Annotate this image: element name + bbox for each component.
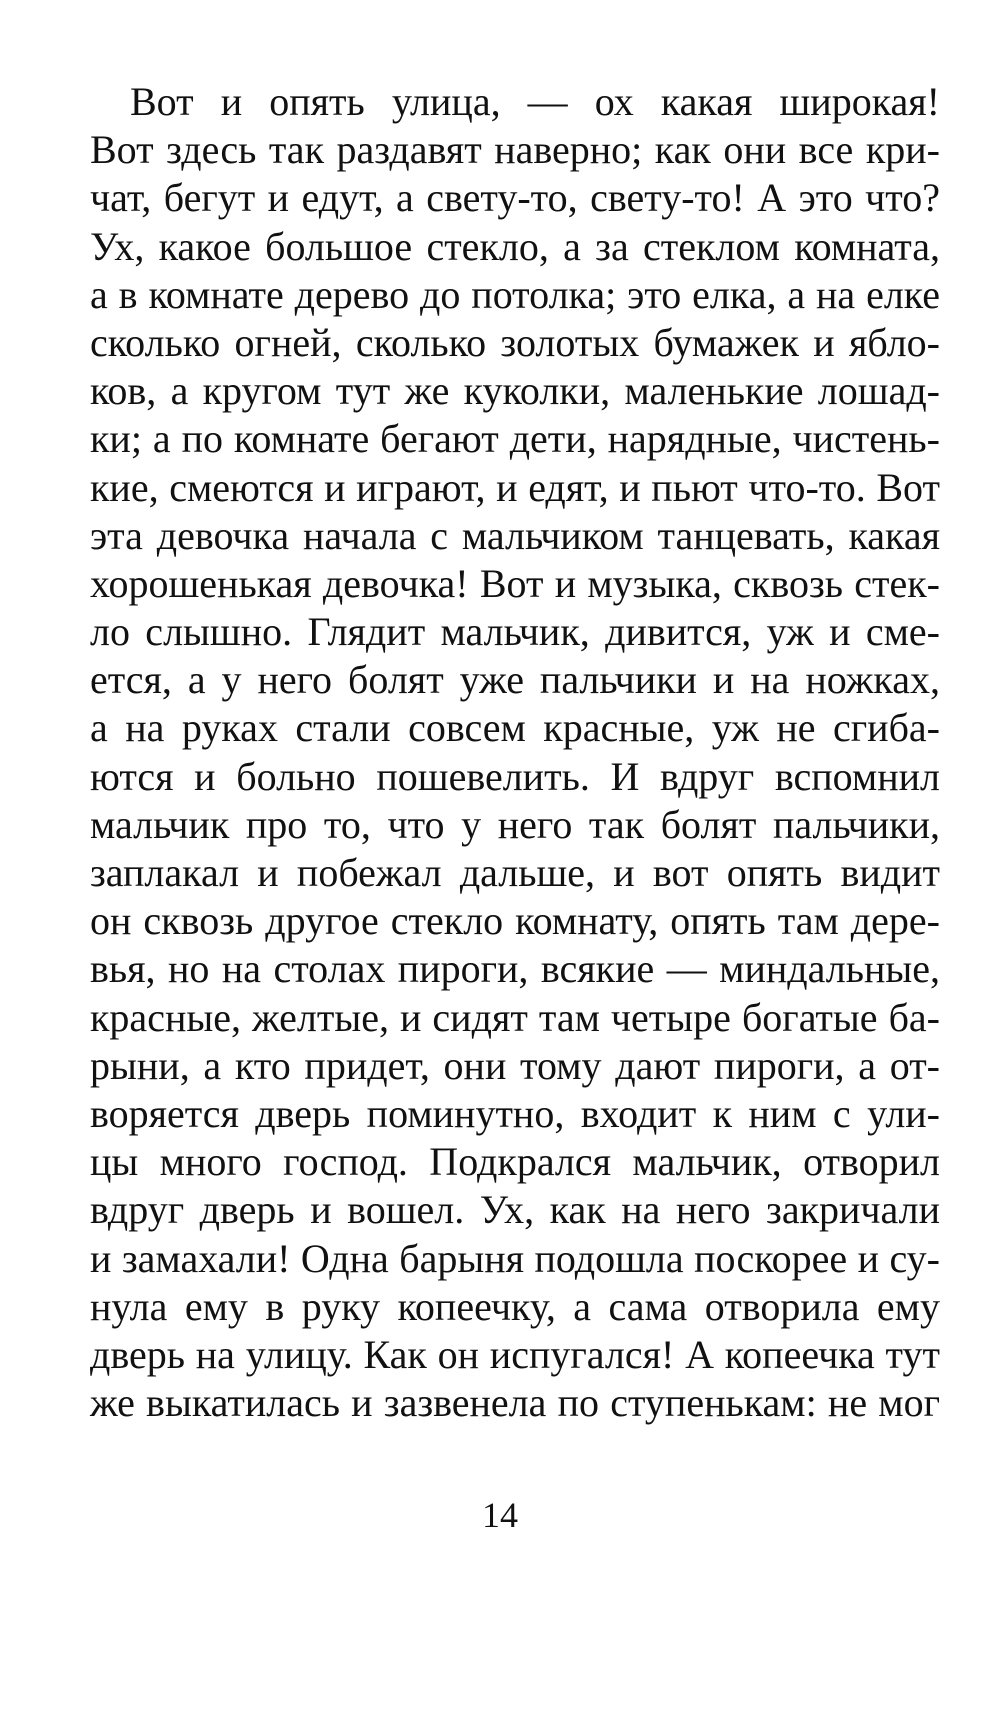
text-line: хорошенькая девочка! Вот и музыка, сквозь стек- <box>90 560 940 606</box>
text-line: а на руках стали совсем красные, уж не сгиба- <box>90 705 940 751</box>
text-line: же выкатилась и зазвенела по ступенькам: не мог <box>90 1380 940 1426</box>
text-line: эта девочка начала с мальчиком танцевать, какая <box>90 512 940 558</box>
text-line: вдруг дверь и вошел. Ух, как на него закричали <box>90 1187 940 1233</box>
text-line: нула ему в руку копеечку, а сама отворила ему <box>90 1283 940 1329</box>
text-line: заплакал и побежал дальше, и вот опять видит <box>90 850 940 895</box>
text-line: мальчик про то, что у него так болят пальчики, <box>90 801 940 847</box>
text-line: он сквозь другое стекло комнату, опять там дере- <box>90 898 940 944</box>
text-line: ются и больно пошевелить. И вдруг вспомнил <box>90 753 940 799</box>
text-line: цы много господ. Подкрался мальчик, отворил <box>90 1139 940 1185</box>
text-line: Ух, какое большое стекло, а за стеклом комната, <box>90 223 940 269</box>
text-line: Вот здесь так раздавят наверно; как они все кри- <box>90 127 940 173</box>
text-line: вья, но на столах пироги, всякие — миндальные, <box>90 946 940 992</box>
text-line: ло слышно. Глядит мальчик, дивится, уж и сме- <box>90 609 940 655</box>
text-line: ков, а кругом тут же куколки, маленькие лошад- <box>90 368 940 414</box>
text-line: Вот и опять улица, — ох какая широкая! <box>130 79 940 124</box>
text-line: и замахали! Одна барыня подошла поскорее и су- <box>90 1235 940 1281</box>
text-line: ется, а у него болят уже пальчики и на ножках, <box>90 657 940 703</box>
text-line: ки; а по комнате бегают дети, нарядные, чистень- <box>90 416 940 462</box>
text-line: рыни, а кто придет, они тому дают пироги, а от- <box>90 1042 940 1088</box>
text-line: красные, желтые, и сидят там четыре богатые ба- <box>90 994 940 1040</box>
text-line: кие, смеются и играют, и едят, и пьют что-то. Вот <box>90 464 940 510</box>
text-line: дверь на улицу. Как он испугался! А копеечка тут <box>90 1331 940 1377</box>
body-text <box>90 78 940 1427</box>
text-line: сколько огней, сколько золотых бумажек и ябло- <box>90 319 940 365</box>
text-line: воряется дверь поминутно, входит к ним с ули- <box>90 1090 940 1136</box>
page-number: 14 <box>482 1495 518 1535</box>
text-line: чат, бегут и едут, а свету-то, свету-то! А это что? <box>90 175 940 221</box>
text-line: а в комнате дерево до потолка; это елка, а на елке <box>90 271 940 317</box>
